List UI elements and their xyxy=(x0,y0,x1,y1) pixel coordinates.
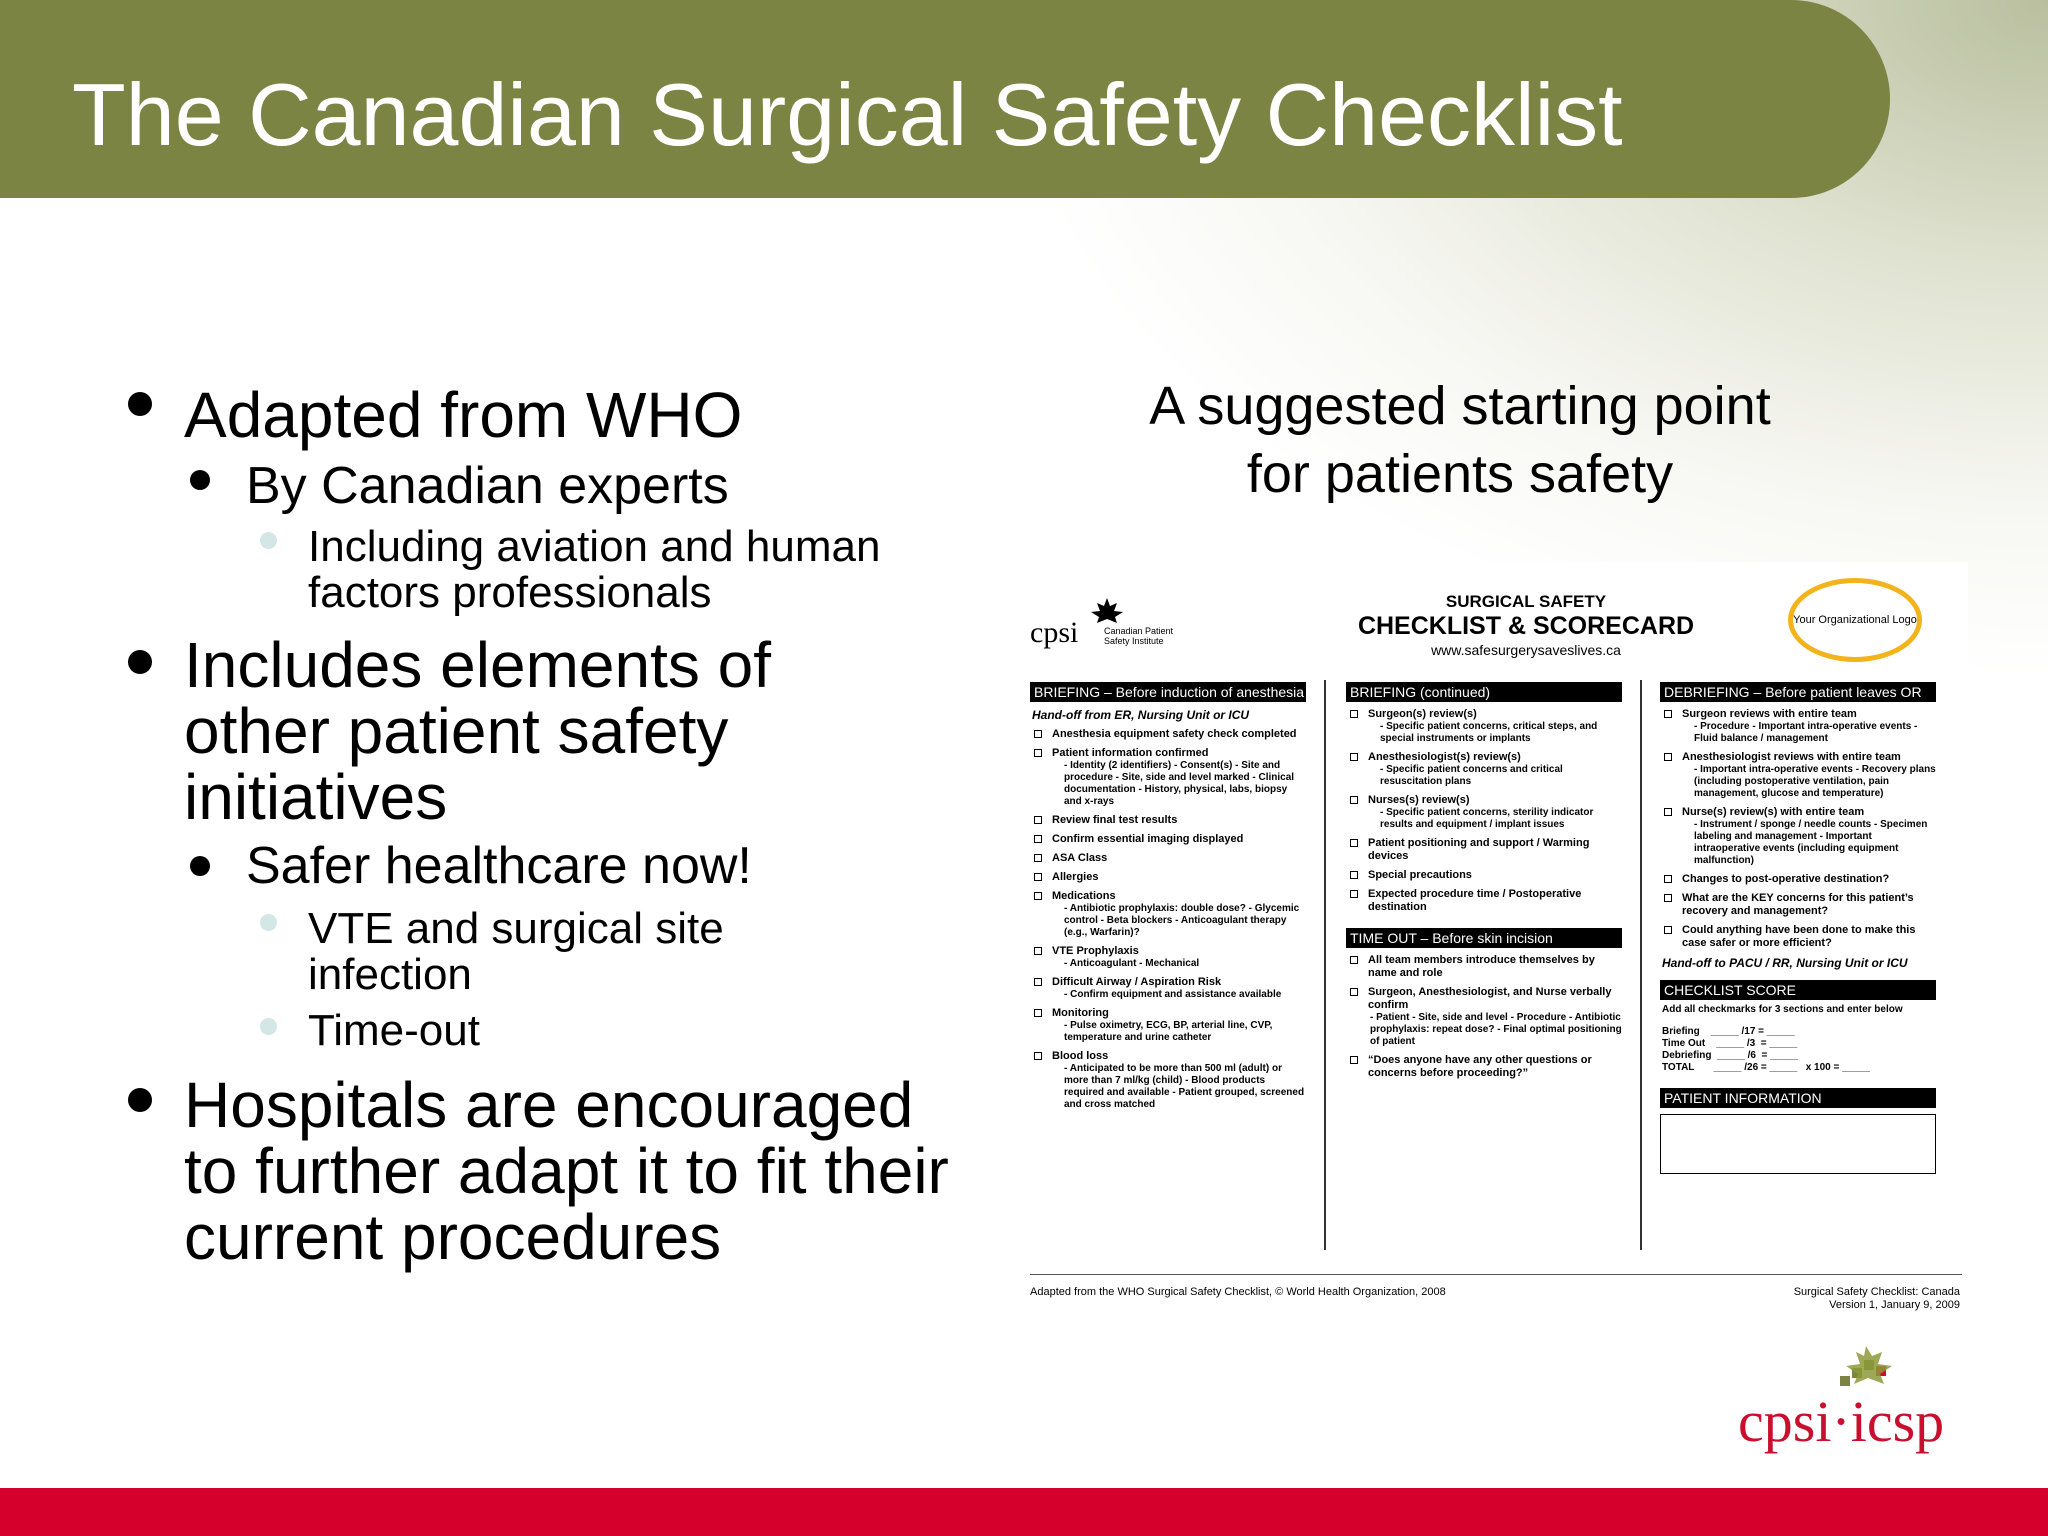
bullet-dot xyxy=(128,392,152,416)
score-line: Debriefing _____ /6 = _____ xyxy=(1662,1050,1798,1061)
column-divider xyxy=(1324,680,1326,1250)
column-divider xyxy=(1640,680,1642,1250)
checklist-item: Expected procedure time / Postoperative destination xyxy=(1346,888,1622,914)
checklist-item: “Does anyone have any other questions or concerns before proceeding?” xyxy=(1346,1054,1622,1080)
bullet-dot xyxy=(190,856,210,876)
checklist-subitems: - Specific patient concerns, critical steps, and special instruments or implants xyxy=(1380,721,1598,744)
checklist-item: Special precautions xyxy=(1346,869,1622,882)
checklist-item: Changes to post-operative destination? xyxy=(1660,873,1936,886)
footer-divider xyxy=(1030,1274,1962,1275)
checklist-subitems: - Anticoagulant - Mechanical xyxy=(1064,958,1200,969)
checklist-item: Review final test results xyxy=(1030,814,1306,827)
bottom-bar xyxy=(0,1488,2048,1536)
checklist-item: Allergies xyxy=(1030,871,1306,884)
score-line: Time Out _____ /3 = _____ xyxy=(1662,1038,1798,1049)
checklist-subitems: - Important intra-operative events - Recovery plans (including postoperative ventilation, pain management, glucose and temperature) xyxy=(1694,764,1936,799)
checklist-item: ASA Class xyxy=(1030,852,1306,865)
bullet-level3: VTE and surgical site infection xyxy=(308,904,724,999)
bullet-dot xyxy=(260,914,277,931)
checklist-subitems: - Antibiotic prophylaxis: double dose? - Glycemic control - Beta blockers - Anticoagulant therapy (e.g., Warfarin)? xyxy=(1064,903,1300,938)
bullet-level1: Hospitals are encouraged to further adapt it to fit their current procedures xyxy=(184,1069,949,1273)
checklist-subitems: - Anticipated to be more than 500 ml (adult) or more than 7 ml/kg (child) - Blood products required and available - Patient grouped, screened and cross matched xyxy=(1064,1063,1305,1110)
bullet-level3: Time-out xyxy=(308,1006,480,1055)
checklist-item: Difficult Airway / Aspiration Risk xyxy=(1030,976,1306,989)
checklist-item: VTE Prophylaxis xyxy=(1030,945,1306,958)
checklist-subitems: - Instrument / sponge / needle counts - Specimen labeling and management - Important intraoperative events (including equipment malfunction) xyxy=(1694,819,1928,866)
checklist-item: What are the KEY concerns for this patient’s recovery and management? xyxy=(1660,892,1936,918)
checklist-item: Monitoring xyxy=(1030,1007,1306,1020)
maple-leaf-icon xyxy=(1090,598,1124,626)
section-subtitle: Hand-off to PACU / RR, Nursing Unit or ICU xyxy=(1662,956,1908,970)
checklist-image xyxy=(1026,562,1968,1324)
footer-version xyxy=(1666,1286,1960,1312)
logo-placeholder: Your Organizational Logo xyxy=(1788,578,1922,662)
briefing-column xyxy=(1030,682,1306,1111)
bullet-list xyxy=(0,0,1000,1400)
score-line: Briefing _____ /17 = _____ xyxy=(1662,1026,1795,1037)
image-caption xyxy=(1040,372,1880,508)
caption-line: for patients safety xyxy=(1246,444,1674,504)
checklist-item: Surgeon reviews with entire team xyxy=(1660,708,1936,721)
checklist-subitems: - Specific patient concerns, sterility indicator results and equipment / implant issues xyxy=(1380,807,1594,830)
bullet-level1: Includes elements of other patient safety initiatives xyxy=(184,629,771,833)
section-header: CHECKLIST SCORE xyxy=(1660,980,1936,1000)
checklist-subitems: - Identity (2 identifiers) - Consent(s) - Site and procedure - Site, side and level marked - Clinical documentation - History, physical, labs, biopsy and x-rays xyxy=(1064,760,1295,807)
section-subtitle: Hand-off from ER, Nursing Unit or ICU xyxy=(1032,708,1250,722)
bullet-dot xyxy=(190,470,210,490)
bullet-level2: By Canadian experts xyxy=(246,457,729,515)
checklist-item: Anesthesiologist reviews with entire team xyxy=(1660,751,1936,764)
cpsi-icsp-logo: cpsi·icsp xyxy=(1738,1389,1945,1454)
bullet-dot xyxy=(260,532,277,549)
checklist-heading: CHECKLIST & SCORECARD xyxy=(1357,612,1695,640)
cpsi-name: Canadian Patient Safety Institute xyxy=(1104,626,1174,646)
bullet-level3: Including aviation and human factors professionals xyxy=(308,522,881,617)
checklist-item: Nurse(s) review(s) with entire team xyxy=(1660,806,1936,819)
checklist-item: Surgeon, Anesthesiologist, and Nurse verbally confirm xyxy=(1346,986,1622,1012)
score-instructions: Add all checkmarks for 3 sections and enter below xyxy=(1662,1004,1903,1015)
checklist-item: Surgeon(s) review(s) xyxy=(1346,708,1622,721)
checklist-item: Confirm essential imaging displayed xyxy=(1030,833,1306,846)
checklist-item: Patient information confirmed xyxy=(1030,747,1306,760)
bullet-level1: Adapted from WHO xyxy=(184,379,743,451)
checklist-item: Anesthesia equipment safety check completed xyxy=(1030,728,1306,741)
bullet-dot xyxy=(128,650,152,674)
footer-credit: Adapted from the WHO Surgical Safety Checklist, © World Health Organization, 2008 xyxy=(1030,1286,1446,1298)
slide-title: The Canadian Surgical Safety Checklist xyxy=(72,65,1623,164)
checklist-subheading: SURGICAL SAFETY xyxy=(1445,592,1607,611)
footer-version-line: Version 1, January 9, 2009 xyxy=(1829,1299,1960,1311)
cpsi-logo: cpsi xyxy=(1030,616,1079,649)
section-header: DEBRIEFING – Before patient leaves OR xyxy=(1660,682,1936,702)
bullet-dot xyxy=(128,1088,152,1112)
checklist-item: Medications xyxy=(1030,890,1306,903)
checklist-subitems: - Patient - Site, side and level - Procedure - Antibiotic prophylaxis: repeat dose? - Final optimal positioning of patient xyxy=(1370,1012,1622,1047)
checklist-item: Nurses(s) review(s) xyxy=(1346,794,1622,807)
checklist-subitems: - Pulse oximetry, ECG, BP, arterial line, CVP, temperature and urine catheter xyxy=(1064,1020,1273,1043)
checklist-item: Could anything have been done to make this case safer or more efficient? xyxy=(1660,924,1936,950)
checklist-item: Patient positioning and support / Warming devices xyxy=(1346,837,1622,863)
checklist-subitems: - Specific patient concerns and critical resuscitation plans xyxy=(1380,764,1563,787)
bullet-level2: Safer healthcare now! xyxy=(246,837,752,895)
checklist-subitems: - Confirm equipment and assistance available xyxy=(1064,989,1282,1000)
bullet-dot xyxy=(260,1018,277,1035)
checklist-item: All team members introduce themselves by name and role xyxy=(1346,954,1622,980)
checklist-item: Anesthesiologist(s) review(s) xyxy=(1346,751,1622,764)
caption-line: A suggested starting point xyxy=(1149,376,1771,436)
section-header: BRIEFING (continued) xyxy=(1346,682,1622,702)
patient-info-box xyxy=(1660,1114,1936,1174)
debriefing-column xyxy=(1660,682,1936,1174)
checklist-url: www.safesurgerysaveslives.ca xyxy=(1431,642,1621,658)
section-header: BRIEFING – Before induction of anesthesia xyxy=(1030,682,1306,702)
score-line: TOTAL _____ /26 = _____ x 100 = _____ xyxy=(1662,1062,1870,1073)
footer-version-line: Surgical Safety Checklist: Canada xyxy=(1793,1286,1960,1298)
briefing-continued-column xyxy=(1346,682,1622,1080)
checklist-item: Blood loss xyxy=(1030,1050,1306,1063)
section-header: PATIENT INFORMATION xyxy=(1660,1088,1936,1108)
checklist-subitems: - Procedure - Important intra-operative events - Fluid balance / management xyxy=(1694,721,1918,744)
section-header: TIME OUT – Before skin incision xyxy=(1346,928,1622,948)
